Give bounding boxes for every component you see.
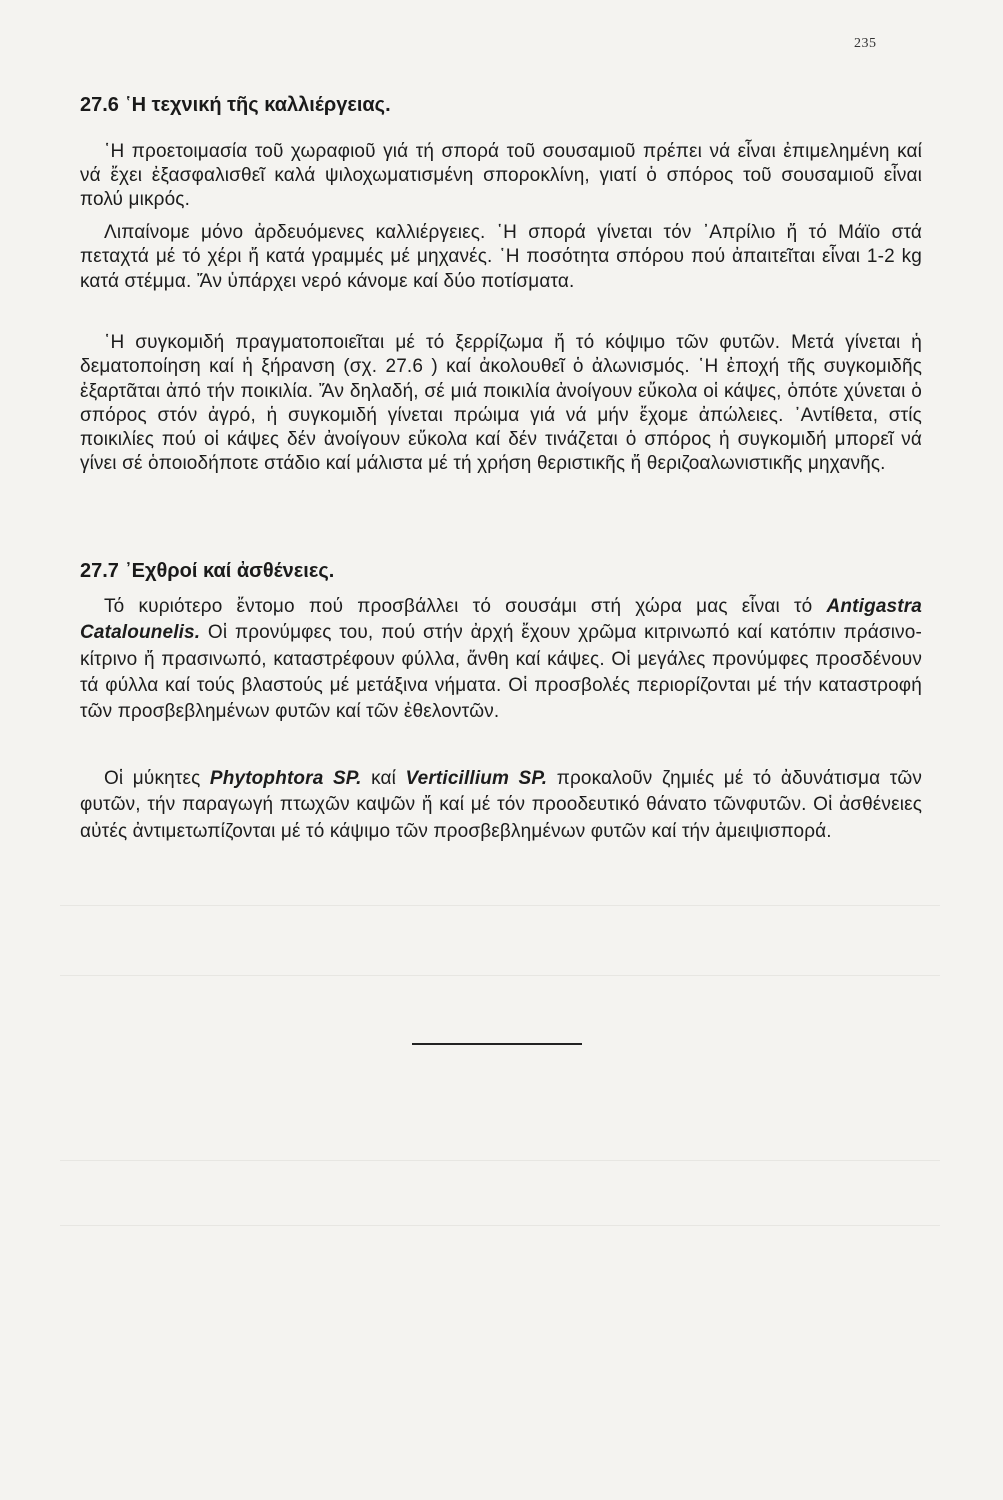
- text-run: Οἱ προνύμφες του, πού στήν ἀρχή ἔχουν χρῶμα κιτρινωπό καί κατόπιν πράσινο-κίτρινο ἤ πρασινωπό, καταστρέφουν φύλλα, ἄνθη καί κάψες. Οἱ μεγάλες προνύμφες προσδένουν τά φύλλα καί τούς βλαστούς μέ μετάξινα νήματα. Οἱ προσβολές περιορίζονται μέ τήν καταστροφή τῶν προσβεβλημένων φυτῶν καί τῶν ἐθελοντῶν.: [80, 622, 922, 723]
- text-run: Τό κυριότερο ἔντομο πού προσβάλλει τό σουσάμι στή χώρα μας εἶναι τό: [104, 596, 827, 617]
- cultivation-paragraph-2: [80, 221, 922, 294]
- paragraph: [80, 594, 922, 725]
- pests-paragraph-1: [80, 594, 922, 725]
- section-number: 27.7: [80, 560, 119, 582]
- section-title: ῾Η τεχνική τῆς καλλιέργειας.: [124, 94, 391, 116]
- fungus-name: Phytophtora SP.: [209, 768, 362, 789]
- paragraph: ῾Η συγκομιδή πραγματοποιεῖται μέ τό ξερρίζωμα ἤ τό κόψιμο τῶν φυτῶν. Μετά γίνεται ἡ δεματοποίηση καί ἡ ξήρανση (σχ. 27.6 ) καί ἀκολουθεῖ ὁ ἀλωνισμός. ῾Η ἐποχή τῆς συγκομιδῆς ἐξαρτᾶται ἀπό τήν ποικιλία. Ἄν δηλαδή, σέ μιά ποικιλία ἀνοίγουν εὔκολα οἱ κάψες, ὁπότε χύνεται ὁ σπόρος στόν ἀγρό, ἡ συγκομιδή γίνεται πρώιμα γιά νά μήν ἔχομε ἀπώλειες. ᾿Αντίθετα, στίς ποικιλίες πού οἱ κάψες δέν ἀνοίγουν εὔκολα καί δέν τινάζεται ὁ σπόρος ἡ συγκομιδή μπορεῖ νά γίνει σέ ὁποιοδήποτε στάδιο καί μάλιστα μέ τή χρήση θεριστικῆς ἤ θεριζοαλωνιστικῆς μηχανῆς.: [80, 332, 922, 475]
- cultivation-paragraph-1: [80, 140, 922, 213]
- end-rule: [412, 1043, 582, 1045]
- show-through-line: [60, 975, 940, 976]
- section-heading-pests: [80, 560, 334, 583]
- paragraph: [80, 766, 922, 845]
- section-heading-cultivation: [80, 94, 391, 117]
- pests-paragraph-2: [80, 766, 922, 845]
- show-through-line: [60, 1160, 940, 1161]
- section-number: 27.6: [80, 94, 119, 116]
- show-through-line: [60, 905, 940, 906]
- text-run: προκαλοῦν ζημιές μέ τό ἀδυνάτισμα τῶν φυτῶν, τήν παραγωγή πτωχῶν καψῶν ἤ καί μέ τόν προοδευτικό θάνατο τῶνφυτῶν. Οἱ ἀσθένειες αὐτές ἀντιμετωπίζονται μέ τό κάψιμο τῶν προσβεβλημένων φυτῶν καί τήν ἀμειψισπορά.: [80, 768, 922, 842]
- paragraph: Λιπαίνομε μόνο ἀρδευόμενες καλλιέργειες. ῾Η σπορά γίνεται τόν ᾿Απρίλιο ἤ τό Μάϊο στά πεταχτά μέ τό χέρι ἤ κατά γραμμές μέ μηχανές. ῾Η ποσότητα σπόρου πού ἀπαιτεῖται εἶναι 1-2 kg κατά στέμμα. Ἄν ὑπάρχει νερό κάνομε καί δύο ποτίσματα.: [80, 222, 922, 292]
- text-run: καί: [361, 768, 406, 789]
- section-title: ᾿Εχθροί καί ἀσθένειες.: [124, 560, 335, 582]
- text-run: Οἱ μύκητες: [104, 768, 210, 789]
- fungus-name: Verticillium SP.: [405, 768, 548, 789]
- paragraph: ῾Η προετοιμασία τοῦ χωραφιοῦ γιά τή σπορά τοῦ σουσαμιοῦ πρέπει νά εἶναι ἐπιμελημένη καί νά ἔχει ἐξασφαλισθεῖ καλά ψιλοχωματισμένη σπορoκλίνη, γιατί ὁ σπόρος τοῦ σουσαμιοῦ εἶναι πολύ μικρός.: [80, 141, 922, 211]
- pest-name: Antigastra Catalounelis.: [80, 596, 922, 644]
- page-number: 235: [854, 36, 877, 51]
- show-through-line: [60, 1225, 940, 1226]
- cultivation-paragraph-3: [80, 331, 922, 477]
